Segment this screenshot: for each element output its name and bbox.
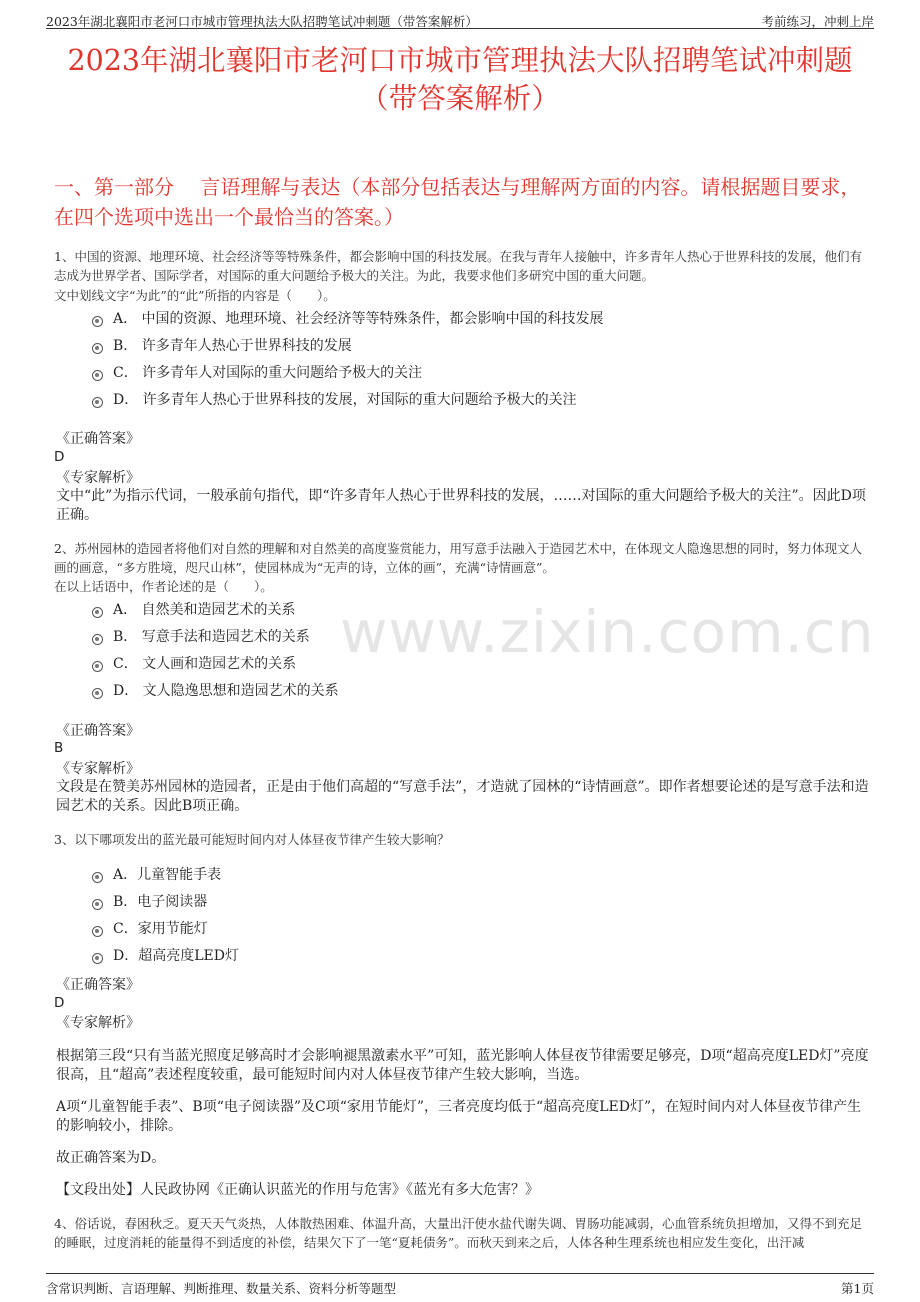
page-footer: [46, 1273, 874, 1302]
option-label: B． 许多青年人热心于世界科技的发展: [113, 338, 352, 354]
option-label: B． 写意手法和造园艺术的关系: [113, 629, 310, 645]
q3-answer: D: [54, 995, 65, 1011]
q2-option-a[interactable]: [92, 599, 296, 619]
q2-answer-label: 《正确答案》: [56, 723, 140, 739]
q3-option-b[interactable]: [92, 891, 207, 911]
q3-stem: 3、以下哪项发出的蓝光最可能短时间内对人体昼夜节律产生较大影响？: [54, 832, 450, 847]
radio-icon[interactable]: [92, 634, 103, 645]
q1-option-d[interactable]: [92, 389, 577, 409]
option-label: B．电子阅读器: [113, 894, 208, 910]
radio-icon[interactable]: [92, 607, 103, 618]
q1-option-a[interactable]: [92, 308, 604, 328]
option-label: C．家用节能灯: [113, 921, 208, 937]
header-slogan: 考前练习，冲刺上岸: [761, 14, 874, 29]
radio-icon[interactable]: [92, 899, 103, 910]
q2-option-c[interactable]: [92, 653, 296, 673]
title-line-1: 2023年湖北襄阳市老河口市城市管理执法大队招聘笔试冲刺题: [67, 44, 853, 77]
q4-stem: 4、俗话说，春困秋乏。夏天天气炎热，人体散热困难、体温升高，大量出汗使水盐代谢失调、胃肠功能减弱，心血管系统负担增加，又得不到充足的睡眠，过度消耗的能量得不到适度的补偿，结果欠下了一笔“夏耗债务”。而秋天到来之后，人体各种生理系统也相应发生变化，出汗减: [54, 1216, 862, 1250]
q2-answer: B: [54, 740, 64, 756]
section-heading: 一、第一部分 言语理解与表达（本部分包括表达与理解两方面的内容。请根据题目要求，在四个选项中选出一个最恰当的答案。）: [54, 175, 861, 229]
q3-analysis-p3: 故正确答案为D。: [56, 1150, 166, 1166]
q2-option-d[interactable]: [92, 680, 339, 700]
watermark: www.zixin.com.cn: [340, 598, 875, 666]
q3-analysis-p1: 根据第三段“只有当蓝光照度足够高时才会影响褪黑激素水平”可知，蓝光影响人体昼夜节律需要足够亮，D项“超高亮度LED灯”亮度很高，且“超高”表述程度较重，最可能短时间内对人体昼夜节律产生较大影响，当选。: [56, 1048, 869, 1083]
q3-option-a[interactable]: [92, 864, 221, 884]
q1-analysis-label: 《专家解析》: [56, 470, 140, 486]
radio-icon[interactable]: [92, 953, 103, 964]
q1-answer: D: [54, 449, 65, 465]
q3-source: 【文段出处】人民政协网《正确认识蓝光的作用与危害》《蓝光有多大危害？》: [56, 1182, 539, 1198]
radio-icon[interactable]: [92, 661, 103, 672]
footer-note: 含常识判断、言语理解、判断推理、数量关系、资料分析等题型: [46, 1281, 397, 1296]
q1-option-c[interactable]: [92, 362, 422, 382]
q3-answer-label: 《正确答案》: [56, 977, 140, 993]
radio-icon[interactable]: [92, 688, 103, 699]
option-label: A．儿童智能手表: [113, 867, 222, 883]
q2-analysis-label: 《专家解析》: [56, 761, 140, 777]
option-label: A． 自然美和造园艺术的关系: [113, 602, 296, 618]
q3-analysis-p2: A项“儿童智能手表”、B项“电子阅读器”及C项“家用节能灯”，三者亮度均低于“超高亮度LED灯”，在短时间内对人体昼夜节律产生的影响较小，排除。: [56, 1099, 862, 1134]
q1-ask: 文中划线文字“为此”的“此”所指的内容是（ ）。: [54, 288, 336, 303]
q1-option-b[interactable]: [92, 335, 352, 355]
q3-option-c[interactable]: [92, 918, 208, 938]
page-header: [46, 0, 874, 29]
radio-icon[interactable]: [92, 343, 103, 354]
radio-icon[interactable]: [92, 316, 103, 327]
radio-icon[interactable]: [92, 872, 103, 883]
option-label: C． 许多青年人对国际的重大问题给予极大的关注: [113, 365, 423, 381]
option-label: A． 中国的资源、地理环境、社会经济等等特殊条件，都会影响中国的科技发展: [113, 311, 604, 327]
q3-option-d[interactable]: [92, 945, 239, 965]
header-doc-title: 2023年湖北襄阳市老河口市城市管理执法大队招聘笔试冲刺题（带答案解析）: [46, 14, 478, 29]
q1-answer-label: 《正确答案》: [56, 431, 140, 447]
q3-analysis-label: 《专家解析》: [56, 1015, 140, 1031]
page-number: 第1页: [841, 1281, 874, 1296]
option-label: C． 文人画和造园艺术的关系: [113, 656, 297, 672]
radio-icon[interactable]: [92, 926, 103, 937]
radio-icon[interactable]: [92, 397, 103, 408]
option-label: D． 许多青年人热心于世界科技的发展，对国际的重大问题给予极大的关注: [113, 392, 577, 408]
q2-option-b[interactable]: [92, 626, 310, 646]
title-line-2: （带答案解析）: [360, 82, 560, 115]
q2-stem: 2、苏州园林的造园者将他们对自然的理解和对自然美的高度鉴赏能力，用写意手法融入于造园艺术中，在体现文人隐逸思想的同时，努力体现文人画的画意，“多方胜境，咫尺山林”，使园林成为“无声的诗，立体的画”，充满“诗情画意”。: [54, 541, 862, 575]
q2-ask: 在以上话语中，作者论述的是（ ）。: [54, 579, 273, 594]
q1-analysis: 文中“此”为指示代词，一般承前句指代，即“许多青年人热心于世界科技的发展，……对国际的重大问题给予极大的关注”。因此D项正确。: [56, 488, 866, 523]
q1-stem: 1、中国的资源、地理环境、社会经济等等特殊条件，都会影响中国的科技发展。在我与青年人接触中，许多青年人热心于世界科技的发展，他们有志成为世界学者、国际学者，对国际的重大问题给予极大的关注。为此，我要求他们多研究中国的重大问题。: [54, 249, 862, 283]
q2-analysis: 文段是在赞美苏州园林的造园者，正是由于他们高超的“写意手法”，才造就了园林的“诗情画意”。即作者想要论述的是写意手法和造园艺术的关系。因此B项正确。: [56, 779, 869, 814]
radio-icon[interactable]: [92, 370, 103, 381]
option-label: D． 文人隐逸思想和造园艺术的关系: [113, 683, 339, 699]
option-label: D．超高亮度LED灯: [113, 948, 239, 964]
document-title: [40, 42, 880, 118]
